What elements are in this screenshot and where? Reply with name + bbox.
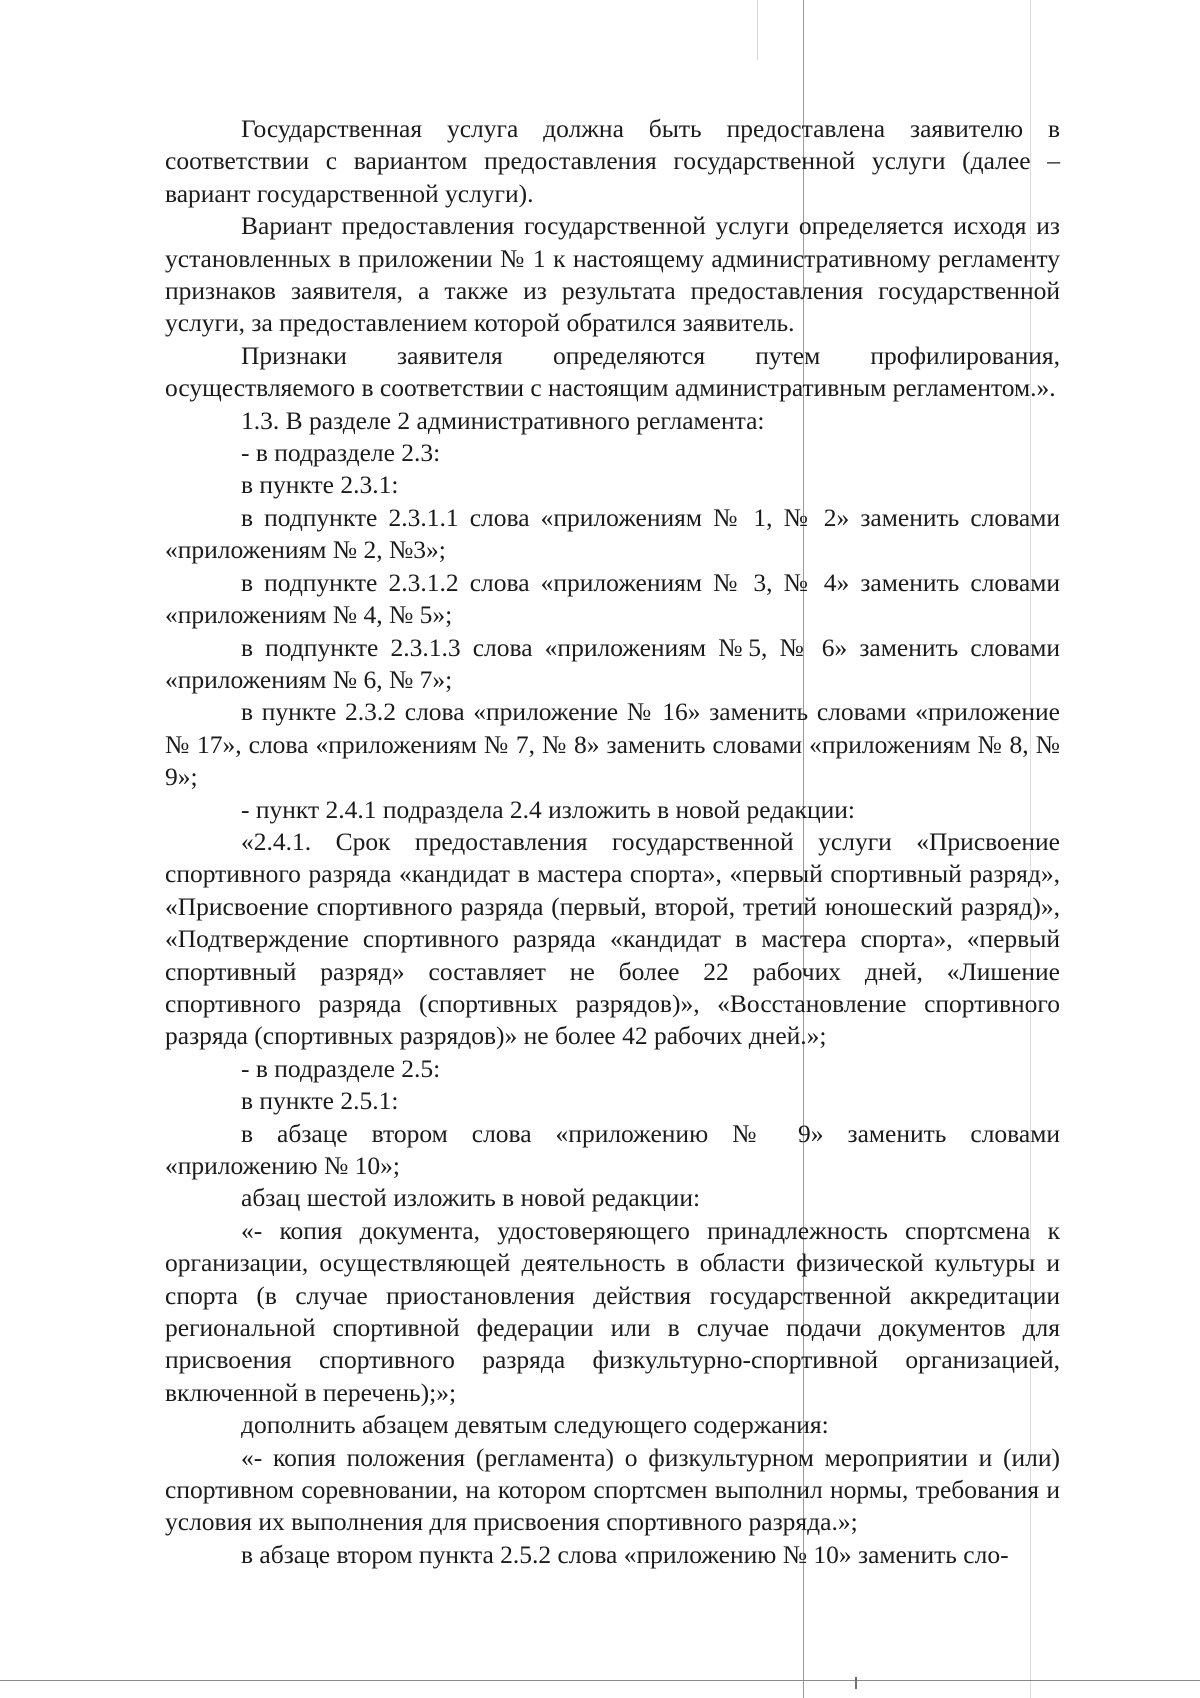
list-item: в пункте 2.5.1: bbox=[241, 1086, 399, 1116]
paragraph: Вариант предоставления государственной услуги определяется исходя из установленных в приложении № 1 к настоящему административному регламенту признаков заявителя, а также из результата предоставления государственной услуги, за предоставлением которой обратился заявитель. bbox=[165, 211, 1060, 338]
amendment-item: в пункте 2.3.2 слова «приложение № 16» заменить словами «приложение № 17», слова «приложениям № 7, № 8» заменить словами «приложениям № 8, № 9»; bbox=[165, 697, 1060, 792]
paragraph: Признаки заявителя определяются путем профилирования, осуществляемого в соответствии с настоящим административным регламентом.». bbox=[165, 340, 1060, 403]
list-item: - пункт 2.4.1 подраздела 2.4 изложить в новой редакции: bbox=[241, 794, 855, 824]
amendment-item: в абзаце втором пункта 2.5.2 слова «приложению № 10» заменить сло- bbox=[241, 1539, 1009, 1569]
scan-artifact-vertical-line-faint bbox=[757, 0, 758, 60]
list-item: - в подразделе 2.5: bbox=[241, 1053, 441, 1083]
scan-artifact-tick bbox=[855, 1677, 857, 1689]
amendment-item: в подпункте 2.3.1.2 слова «приложениям № 3, № 4» заменить словами «приложениям № 4, № 5»; bbox=[165, 567, 1060, 630]
paragraph: Государственная услуга должна быть предоставлена заявителю в соответствии с вариантом предоставления государственной услуги (далее – вариант государственной услуги). bbox=[165, 114, 1060, 208]
amendment-item: в подпункте 2.3.1.3 слова «приложениям №5, № 6» заменить словами «приложениям № 6, № 7»; bbox=[165, 632, 1060, 694]
list-item: в пункте 2.3.1: bbox=[241, 470, 399, 500]
document-body bbox=[165, 113, 1060, 1571]
list-item: дополнить абзацем девятым следующего содержания: bbox=[241, 1410, 829, 1440]
scan-artifact-bottom-line bbox=[0, 1680, 1200, 1681]
section-heading: 1.3. В разделе 2 административного регламента: bbox=[241, 405, 765, 435]
quoted-provision: «2.4.1. Срок предоставления государственной услуги «Присвоение спортивного разряда «кандидат в мастера спорта», «первый спортивный разряд», «Присвоение спортивного разряда (первый, второй, третий юношеский разряд)», «Подтверждение спортивного разряда «кандидат в мастера спорта», «первый спортивный разряд» составляет не более 22 рабочих дней, «Лишение спортивного разряда (спортивных разрядов)», «Восстановление спортивного разряда (спортивных разрядов)» не более 42 рабочих дней.»; bbox=[165, 826, 1060, 1051]
list-item: абзац шестой изложить в новой редакции: bbox=[241, 1183, 701, 1213]
amendment-item: в подпункте 2.3.1.1 слова «приложениям № 1, № 2» заменить словами «приложениям № 2, №3»; bbox=[165, 502, 1060, 565]
list-item: - в подразделе 2.3: bbox=[241, 438, 441, 468]
quoted-provision: «- копия документа, удостоверяющего принадлежность спортсмена к организации, осуществляющей деятельность в области физической культуры и спорта (в случае приостановления действия государственной аккредитации региональной спортивной федерации или в случае подачи документов для присвоения спортивного разряда физкультурно-спортивной организацией, включенной в перечень);»; bbox=[165, 1215, 1060, 1407]
quoted-provision: «- копия положения (регламента) о физкультурном мероприятии и (или) спортивном соревновании, на котором спортсмен выполнил нормы, требования и условия их выполнения для присвоения спортивного разряда.»; bbox=[165, 1442, 1060, 1537]
amendment-item: в абзаце втором слова «приложению № 9» заменить словами «приложению № 10»; bbox=[165, 1118, 1060, 1180]
